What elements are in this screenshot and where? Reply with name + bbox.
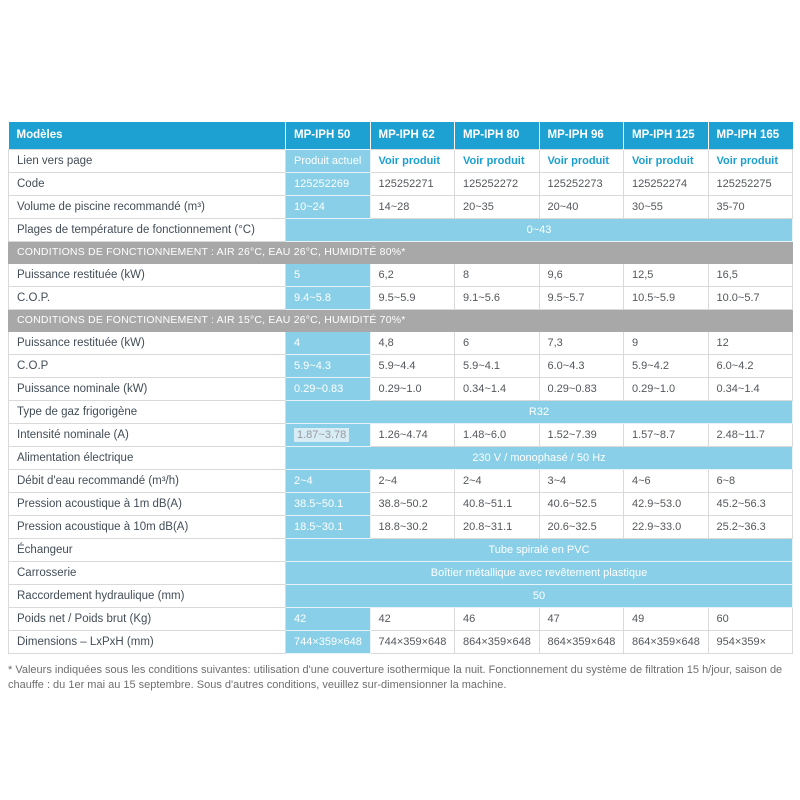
row-label: Raccordement hydraulique (mm) [9, 584, 286, 607]
table-row [9, 331, 793, 354]
current-product-cell: 5 [286, 263, 371, 286]
value-cell: 0.34~1.4 [455, 377, 540, 400]
product-comparison-table [8, 122, 793, 654]
voir-produit-link[interactable]: Voir produit [463, 154, 525, 167]
current-product-cell: 0.29~0.83 [286, 377, 371, 400]
value-cell: 864×359×648 [624, 630, 709, 653]
value-cell: 40.6~52.5 [539, 492, 624, 515]
value-cell: 0.29~0.83 [539, 377, 624, 400]
value-cell: 8 [455, 263, 540, 286]
row-label: Type de gaz frigorigène [9, 400, 286, 423]
current-product-cell: 38.5~50.1 [286, 492, 371, 515]
link-cell[interactable] [624, 149, 709, 172]
value-cell: 4,8 [370, 331, 455, 354]
section-header-label: CONDITIONS DE FONCTIONNEMENT : AIR 26°C, EAU 26°C, HUMIDITÉ 80%* [9, 241, 793, 263]
current-product-cell: 18.5~30.1 [286, 515, 371, 538]
row-label: Poids net / Poids brut (Kg) [9, 607, 286, 630]
value-cell: 2.48~11.7 [708, 423, 793, 446]
table-row [9, 195, 793, 218]
value-cell: 7,3 [539, 331, 624, 354]
value-cell: 16,5 [708, 263, 793, 286]
value-cell: 9.1~5.6 [455, 286, 540, 309]
value-cell: 20.8~31.1 [455, 515, 540, 538]
model-header-row [9, 122, 793, 149]
current-product-cell: 4 [286, 331, 371, 354]
link-cell[interactable] [539, 149, 624, 172]
value-cell: 2~4 [370, 469, 455, 492]
model-header: MP-IPH 62 [370, 122, 455, 149]
value-cell: 10.0~5.7 [708, 286, 793, 309]
value-cell: 864×359×648 [455, 630, 540, 653]
value-cell: 6,2 [370, 263, 455, 286]
section-header-label: CONDITIONS DE FONCTIONNEMENT : AIR 15°C, EAU 26°C, HUMIDITÉ 70%* [9, 309, 793, 331]
value-cell: 125252274 [624, 172, 709, 195]
value-cell: 6 [455, 331, 540, 354]
row-label: Dimensions – LxPxH (mm) [9, 630, 286, 653]
row-label: Puissance nominale (kW) [9, 377, 286, 400]
merged-value-cell: 230 V / monophasé / 50 Hz [286, 446, 793, 469]
value-cell: 1.52~7.39 [539, 423, 624, 446]
value-cell: 4~6 [624, 469, 709, 492]
value-cell: 864×359×648 [539, 630, 624, 653]
value-cell: 9.5~5.7 [539, 286, 624, 309]
value-cell: 3~4 [539, 469, 624, 492]
table-row [9, 218, 793, 241]
model-header: MP-IPH 165 [708, 122, 793, 149]
merged-value-cell: Boîtier métallique avec revêtement plastique [286, 561, 793, 584]
row-label: Pression acoustique à 1m dB(A) [9, 492, 286, 515]
table-row [9, 172, 793, 195]
value-cell: 46 [455, 607, 540, 630]
row-label: Alimentation électrique [9, 446, 286, 469]
row-label: Volume de piscine recommandé (m³) [9, 195, 286, 218]
value-cell: 744×359×648 [370, 630, 455, 653]
value-cell: 9.5~5.9 [370, 286, 455, 309]
value-cell: 25.2~36.3 [708, 515, 793, 538]
table-row [9, 423, 793, 446]
row-label: C.O.P. [9, 286, 286, 309]
section-row [9, 241, 793, 263]
row-label: Code [9, 172, 286, 195]
merged-value-cell: 50 [286, 584, 793, 607]
model-header: MP-IPH 125 [624, 122, 709, 149]
value-cell: 1.57~8.7 [624, 423, 709, 446]
table-row [9, 561, 793, 584]
spec-table-body [9, 149, 793, 653]
row-label: C.O.P [9, 354, 286, 377]
section-row [9, 309, 793, 331]
row-label: Intensité nominale (A) [9, 423, 286, 446]
value-cell: 954×359× [708, 630, 793, 653]
current-product-cell: 10~24 [286, 195, 371, 218]
row-label: Carrosserie [9, 561, 286, 584]
value-cell: 125252271 [370, 172, 455, 195]
voir-produit-link[interactable]: Voir produit [716, 154, 779, 167]
table-row [9, 584, 793, 607]
value-cell: 9 [624, 331, 709, 354]
value-cell: 0.29~1.0 [370, 377, 455, 400]
current-product-cell: 125252269 [286, 172, 371, 195]
row-label: Puissance restituée (kW) [9, 263, 286, 286]
current-product-cell: 9.4~5.8 [286, 286, 371, 309]
value-cell: 6.0~4.2 [708, 354, 793, 377]
value-cell: 20.6~32.5 [539, 515, 624, 538]
value-cell: 0.29~1.0 [624, 377, 709, 400]
merged-value-cell: 0~43 [286, 218, 793, 241]
link-cell[interactable] [370, 149, 455, 172]
table-row [9, 538, 793, 561]
table-row [9, 607, 793, 630]
value-cell: 45.2~56.3 [708, 492, 793, 515]
value-cell: 10.5~5.9 [624, 286, 709, 309]
row-label: Échangeur [9, 538, 286, 561]
models-header-label: Modèles [9, 122, 286, 149]
model-header: MP-IPH 96 [539, 122, 624, 149]
voir-produit-link[interactable]: Voir produit [378, 154, 441, 167]
value-cell: 0.34~1.4 [708, 377, 793, 400]
table-row [9, 149, 793, 172]
value-cell: 5.9~4.4 [370, 354, 455, 377]
value-cell: 30~55 [624, 195, 709, 218]
table-row [9, 400, 793, 423]
table-row [9, 515, 793, 538]
table-row [9, 630, 793, 653]
voir-produit-link[interactable]: Voir produit [547, 154, 610, 167]
current-product-cell: 744×359×648 [286, 630, 371, 653]
link-cell[interactable] [455, 149, 540, 172]
table-row [9, 286, 793, 309]
table-row [9, 354, 793, 377]
value-cell: 2~4 [455, 469, 540, 492]
merged-value-cell: Tube spiralé en PVC [286, 538, 793, 561]
merged-value-cell: R32 [286, 400, 793, 423]
row-label: Pression acoustique à 10m dB(A) [9, 515, 286, 538]
value-cell: 6.0~4.3 [539, 354, 624, 377]
voir-produit-link[interactable]: Voir produit [632, 154, 694, 167]
footnote-text: * Valeurs indiquées sous les conditions suivantes: utilisation d'une couverture isothermique la nuit. Fonctionnement du système de filtration 15 h/jour, saison de chauffe : du 1er mai au 15 septembre. Sous d'autres conditions, veuillez sur-dimensionner la machine. [8, 663, 783, 692]
current-product-cell: Produit actuel [286, 149, 371, 172]
value-cell: 35-70 [708, 195, 793, 218]
value-cell: 1.48~6.0 [455, 423, 540, 446]
current-product-cell: 2~4 [286, 469, 371, 492]
model-header: MP-IPH 50 [286, 122, 371, 149]
table-row [9, 446, 793, 469]
table-row [9, 377, 793, 400]
value-cell: 125252272 [455, 172, 540, 195]
value-cell: 40.8~51.1 [455, 492, 540, 515]
current-product-cell: 42 [286, 607, 371, 630]
value-cell: 6~8 [708, 469, 793, 492]
value-cell: 20~40 [539, 195, 624, 218]
value-cell: 22.9~33.0 [624, 515, 709, 538]
row-label: Lien vers page [9, 149, 286, 172]
value-cell: 125252275 [708, 172, 793, 195]
value-cell: 47 [539, 607, 624, 630]
value-cell: 60 [708, 607, 793, 630]
value-cell: 5.9~4.1 [455, 354, 540, 377]
text-selection-highlight: 1.87~3.78 [294, 428, 349, 442]
value-cell: 1.26~4.74 [370, 423, 455, 446]
value-cell: 9,6 [539, 263, 624, 286]
value-cell: 42.9~53.0 [624, 492, 709, 515]
table-row [9, 469, 793, 492]
row-label: Plages de température de fonctionnement (°C) [9, 218, 286, 241]
table-row [9, 263, 793, 286]
value-cell: 12,5 [624, 263, 709, 286]
value-cell: 20~35 [455, 195, 540, 218]
value-cell [286, 423, 371, 446]
value-cell: 5.9~4.2 [624, 354, 709, 377]
value-cell: 12 [708, 331, 793, 354]
value-cell: 125252273 [539, 172, 624, 195]
value-cell: 42 [370, 607, 455, 630]
value-cell: 18.8~30.2 [370, 515, 455, 538]
current-product-cell: 5.9~4.3 [286, 354, 371, 377]
row-label: Débit d'eau recommandé (m³/h) [9, 469, 286, 492]
model-header: MP-IPH 80 [455, 122, 540, 149]
link-cell[interactable] [708, 149, 793, 172]
value-cell: 38.8~50.2 [370, 492, 455, 515]
table-row [9, 492, 793, 515]
value-cell: 14~28 [370, 195, 455, 218]
value-cell: 49 [624, 607, 709, 630]
row-label: Puissance restituée (kW) [9, 331, 286, 354]
